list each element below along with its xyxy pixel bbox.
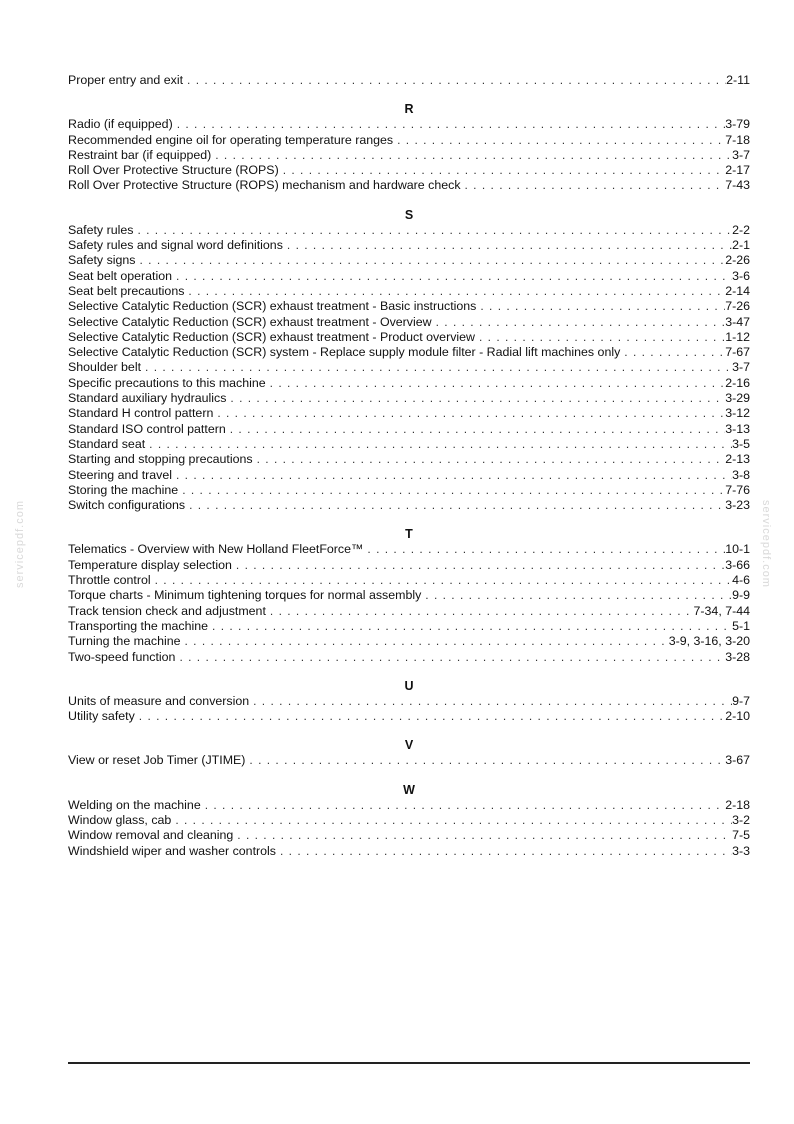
entry-page-ref: 2-2	[732, 222, 750, 237]
dot-leader	[175, 650, 725, 665]
entry-page-ref: 5-1	[732, 618, 750, 633]
entry-page-ref: 3-67	[725, 753, 750, 768]
entry-page-ref: 7-18	[725, 132, 750, 147]
entry-page-ref: 3-9, 3-16, 3-20	[668, 634, 750, 649]
index-entry[interactable]	[68, 406, 750, 421]
entry-page-ref: 10-1	[725, 542, 750, 557]
dot-leader	[620, 345, 725, 360]
entry-label: Welding on the machine	[68, 797, 201, 812]
entry-label: Standard auxiliary hydraulics	[68, 391, 227, 406]
dot-leader	[172, 468, 732, 483]
index-entry[interactable]	[68, 483, 750, 498]
index-entry[interactable]	[68, 709, 750, 724]
dot-leader	[432, 315, 726, 330]
entry-page-ref: 2-16	[725, 375, 750, 390]
dot-leader	[233, 828, 732, 843]
index-entry[interactable]	[68, 133, 750, 148]
index-entry[interactable]	[68, 694, 750, 709]
dot-leader	[172, 269, 732, 284]
dot-leader	[208, 619, 732, 634]
dot-leader	[421, 588, 732, 603]
entry-page-ref: 2-11	[726, 73, 750, 87]
section-letter: R	[404, 102, 414, 117]
entry-label: Recommended engine oil for operating temperature ranges	[68, 132, 394, 147]
entry-label: Selective Catalytic Reduction (SCR) exhaust treatment - Basic instructions	[68, 299, 477, 314]
entry-page-ref: 3-6	[732, 268, 750, 283]
entry-label: Standard seat	[68, 436, 146, 451]
entry-label: Storing the machine	[68, 482, 179, 497]
index-entry[interactable]	[68, 452, 750, 467]
entry-label: Units of measure and conversion	[68, 693, 250, 708]
dot-leader	[226, 422, 725, 437]
index-section	[68, 101, 750, 193]
index-entry[interactable]	[68, 315, 750, 330]
index-entry[interactable]	[68, 588, 750, 603]
index-entry[interactable]	[68, 798, 750, 813]
entry-page-ref: 3-13	[725, 421, 750, 436]
dot-leader	[185, 498, 725, 513]
dot-leader	[249, 694, 732, 709]
entry-page-ref: 3-8	[732, 467, 750, 482]
entry-label: Telematics - Overview with New Holland FleetForce™	[68, 542, 364, 557]
entry-label: Roll Over Protective Structure (ROPS) mechanism and hardware check	[68, 178, 461, 193]
entry-label: Throttle control	[68, 573, 151, 588]
entry-page-ref: 4-6	[732, 573, 750, 588]
entry-page-ref: 3-47	[725, 314, 750, 329]
index-section	[68, 782, 750, 859]
entry-page-ref: 3-29	[725, 391, 750, 406]
dot-leader	[276, 844, 732, 859]
section-letter: T	[405, 527, 413, 542]
entry-label: Roll Over Protective Structure (ROPS)	[68, 163, 279, 178]
dot-leader	[183, 73, 726, 88]
dot-leader	[141, 360, 732, 375]
index-entry[interactable]	[68, 498, 750, 513]
entry-page-ref: 3-28	[725, 649, 750, 664]
dot-leader	[133, 223, 732, 238]
watermark-left: servicepdf.com	[14, 500, 26, 588]
entry-label: Shoulder belt	[68, 360, 142, 375]
index-entry[interactable]	[68, 753, 750, 768]
dot-leader	[363, 542, 725, 557]
entry-label: Starting and stopping precautions	[68, 452, 253, 467]
entry-label: Utility safety	[68, 709, 135, 724]
index-entry[interactable]	[68, 345, 750, 360]
index-section	[68, 737, 750, 768]
index-entry[interactable]	[68, 558, 750, 573]
dot-leader	[253, 452, 726, 467]
dot-leader	[145, 437, 732, 452]
entry-page-ref: 3-7	[732, 360, 750, 375]
index-list	[68, 73, 750, 859]
entry-page-ref: 3-23	[725, 498, 750, 513]
entry-page-ref: 1-12	[725, 329, 750, 344]
entry-label: Restraint bar (if equipped)	[68, 147, 212, 162]
entry-label: Switch configurations	[68, 498, 186, 513]
index-section	[68, 207, 750, 514]
entry-label: Torque charts - Minimum tightening torques for normal assembly	[68, 588, 422, 603]
entry-page-ref: 2-10	[725, 709, 750, 724]
dot-leader	[173, 117, 725, 132]
dot-leader	[136, 253, 726, 268]
entry-page-ref: 7-5	[732, 828, 750, 843]
entry-label: Radio (if equipped)	[68, 117, 173, 132]
entry-page-ref: 2-26	[725, 253, 750, 268]
index-section	[68, 526, 750, 664]
section-letter: U	[404, 678, 414, 693]
dot-leader	[245, 753, 725, 768]
index-entry[interactable]	[68, 223, 750, 238]
entry-page-ref: 3-66	[725, 557, 750, 572]
entry-label: Standard ISO control pattern	[68, 421, 226, 436]
index-entry[interactable]	[68, 813, 750, 828]
dot-leader	[181, 634, 669, 649]
index-entry[interactable]	[68, 360, 750, 375]
index-entry[interactable]	[68, 73, 750, 88]
entry-page-ref: 9-9	[732, 588, 750, 603]
entry-label: Safety rules	[68, 222, 134, 237]
entry-label: Steering and travel	[68, 467, 173, 482]
index-entry[interactable]	[68, 253, 750, 268]
entry-label: Transporting the machine	[68, 618, 209, 633]
entry-page-ref: 3-12	[725, 406, 750, 421]
dot-leader	[279, 163, 725, 178]
dot-leader	[393, 133, 725, 148]
index-section	[68, 73, 750, 88]
entry-label: View or reset Job Timer (JTIME)	[68, 753, 246, 768]
entry-label: Temperature display selection	[68, 557, 232, 572]
index-entry[interactable]	[68, 163, 750, 178]
dot-leader	[226, 391, 725, 406]
dot-leader	[135, 709, 725, 724]
entry-page-ref: 3-79	[725, 117, 750, 132]
index-entry[interactable]	[68, 604, 750, 619]
entry-page-ref: 7-43	[725, 178, 750, 193]
entry-label: Seat belt precautions	[68, 283, 185, 298]
entry-label: Turning the machine	[68, 634, 181, 649]
index-entry[interactable]	[68, 117, 750, 132]
dot-leader	[213, 406, 725, 421]
section-letter: S	[404, 207, 414, 222]
entry-label: Specific precautions to this machine	[68, 375, 266, 390]
entry-page-ref: 7-34, 7-44	[693, 603, 750, 618]
index-entry[interactable]	[68, 299, 750, 314]
dot-leader	[211, 148, 732, 163]
index-section	[68, 678, 750, 725]
dot-leader	[266, 376, 726, 391]
entry-page-ref: 7-26	[725, 299, 750, 314]
entry-page-ref: 3-2	[732, 812, 750, 827]
entry-label: Proper entry and exit	[68, 73, 184, 87]
entry-page-ref: 2-18	[725, 797, 750, 812]
entry-label: Selective Catalytic Reduction (SCR) exhaust treatment - Overview	[68, 314, 432, 329]
index-entry[interactable]	[68, 619, 750, 634]
dot-leader	[178, 483, 725, 498]
index-entry[interactable]	[68, 238, 750, 253]
section-letter: V	[404, 738, 414, 753]
dot-leader	[283, 238, 732, 253]
entry-page-ref: 3-3	[732, 843, 750, 858]
entry-label: Windshield wiper and washer controls	[68, 843, 276, 858]
entry-label: Safety rules and signal word definitions	[68, 238, 283, 253]
index-entry[interactable]	[68, 330, 750, 345]
index-entry[interactable]	[68, 269, 750, 284]
entry-label: Selective Catalytic Reduction (SCR) exhaust treatment - Product overview	[68, 329, 475, 344]
watermark-right: servicepdf.com	[760, 500, 772, 588]
entry-label: Two-speed function	[68, 649, 176, 664]
index-entry[interactable]	[68, 178, 750, 193]
entry-page-ref: 2-17	[725, 163, 750, 178]
entry-page-ref: 2-13	[725, 452, 750, 467]
index-entry[interactable]	[68, 148, 750, 163]
index-entry[interactable]	[68, 468, 750, 483]
dot-leader	[475, 330, 725, 345]
index-entry[interactable]	[68, 844, 750, 859]
entry-label: Safety signs	[68, 253, 136, 268]
entry-label: Window removal and cleaning	[68, 828, 234, 843]
entry-page-ref: 2-1	[732, 238, 750, 253]
index-entry[interactable]	[68, 422, 750, 437]
entry-label: Seat belt operation	[68, 268, 173, 283]
dot-leader	[151, 573, 732, 588]
entry-page-ref: 3-5	[732, 436, 750, 451]
index-entry[interactable]	[68, 437, 750, 452]
entry-page-ref: 7-76	[725, 482, 750, 497]
dot-leader	[266, 604, 694, 619]
footer-divider	[68, 1062, 750, 1064]
index-entry[interactable]	[68, 650, 750, 665]
entry-label: Standard H control pattern	[68, 406, 214, 421]
index-entry[interactable]	[68, 573, 750, 588]
section-letter: W	[403, 782, 415, 797]
entry-page-ref: 9-7	[732, 693, 750, 708]
index-entry[interactable]	[68, 376, 750, 391]
entry-page-ref: 3-7	[732, 147, 750, 162]
entry-label: Track tension check and adjustment	[68, 603, 266, 618]
dot-leader	[461, 178, 726, 193]
dot-leader	[184, 284, 725, 299]
entry-label: Window glass, cab	[68, 812, 172, 827]
index-entry[interactable]	[68, 542, 750, 557]
index-entry[interactable]	[68, 391, 750, 406]
index-entry[interactable]	[68, 634, 750, 649]
dot-leader	[171, 813, 732, 828]
entry-page-ref: 2-14	[725, 283, 750, 298]
dot-leader	[476, 299, 725, 314]
entry-label: Selective Catalytic Reduction (SCR) system - Replace supply module filter - Radial lift machines only	[68, 345, 621, 360]
dot-leader	[232, 558, 725, 573]
entry-page-ref: 7-67	[725, 345, 750, 360]
dot-leader	[201, 798, 725, 813]
index-entry[interactable]	[68, 828, 750, 843]
index-entry[interactable]	[68, 284, 750, 299]
